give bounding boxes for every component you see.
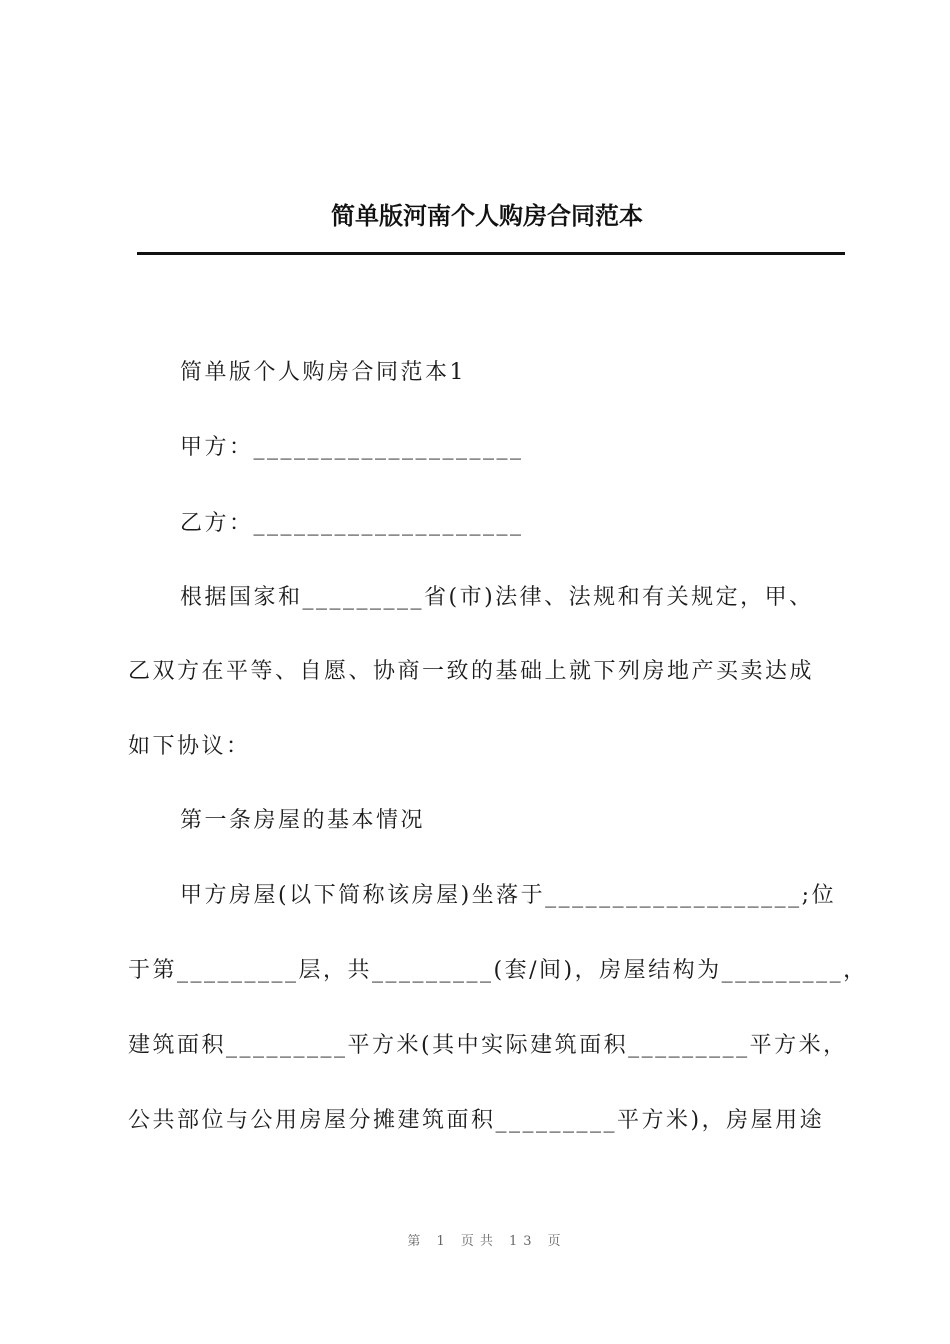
body-line: 公共部位与公用房屋分摊建筑面积_________平方米)，房屋用途 bbox=[128, 1108, 825, 1133]
document-title: 简单版河南个人购房合同范本 bbox=[331, 202, 643, 230]
body-line: 如下协议： bbox=[128, 734, 251, 759]
title-underline bbox=[137, 252, 845, 255]
body-line: 根据国家和_________省(市)法律、法规和有关规定，甲、 bbox=[180, 585, 814, 610]
body-line: 甲方房屋(以下简称该房屋)坐落于___________________;位 bbox=[180, 883, 837, 908]
body-line: 乙双方在平等、自愿、协商一致的基础上就下列房地产买卖达成 bbox=[128, 659, 815, 684]
party-b-field: 乙方：____________________ bbox=[180, 511, 524, 536]
body-line: 建筑面积_________平方米(其中实际建筑面积_________平方米， bbox=[128, 1033, 848, 1058]
section-heading: 第一条房屋的基本情况 bbox=[180, 808, 426, 833]
page-footer: 第 1 页共 13 页 bbox=[407, 1234, 567, 1249]
body-line: 于第_________层，共_________(套/间)，房屋结构为_________， bbox=[128, 958, 868, 983]
paragraph-heading: 简单版个人购房合同范本1 bbox=[180, 360, 466, 385]
party-a-field: 甲方：____________________ bbox=[180, 435, 524, 460]
